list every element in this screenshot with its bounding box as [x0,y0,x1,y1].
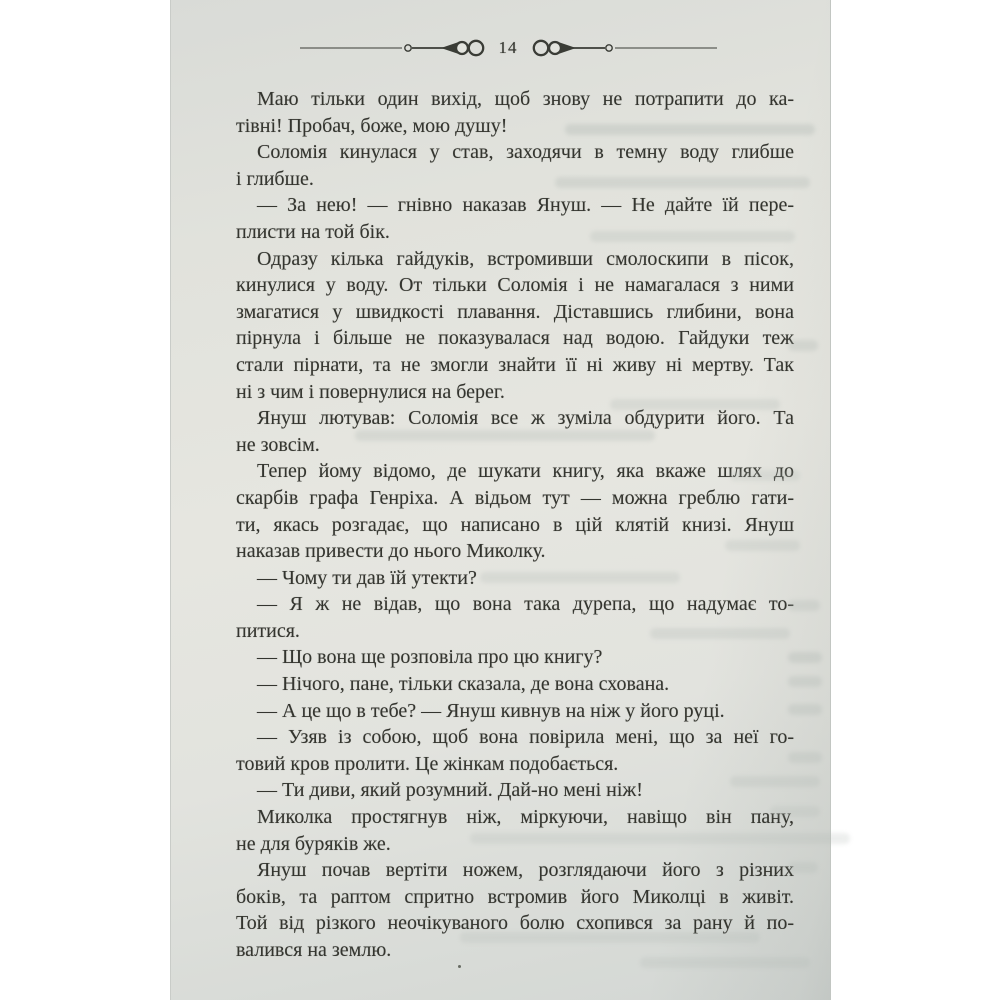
text-line: Януш лютував: Соломія все ж зуміла обдурити його. Та [257,407,794,430]
paragraph [236,724,794,777]
paragraph [236,804,794,857]
text-line: не зовсім. [236,433,320,456]
paragraph [236,591,794,644]
text-line: і глибше. [236,167,314,190]
text-line: змагатися у швидкості плавання. Діставшись глибини, вона [236,300,794,323]
text-line: — За нею! — гнівно наказав Януш. — Не дайте їй пере- [257,194,794,217]
text-line: ні з чим і повернулися на берег. [236,380,505,403]
text-line: стали пірнати, та не змогли знайти її ні живу ні мертву. Так [236,353,794,376]
paragraph [236,86,794,139]
text-line: — Узяв із собою, щоб вона повірила мені, що за неї го- [257,726,794,749]
ornament-left-flourish-icon [300,37,490,59]
text-line: — Нічого, пане, тільки сказала, де вона схована. [257,673,670,696]
header-ornament [170,36,831,60]
text-line: Одразу кілька гайдуків, встромивши смолоскипи в пісок, [257,247,794,270]
text-line: валився на землю. [236,939,392,961]
text-line: Януш почав вертіти ножем, розглядаючи його з різних [257,859,794,882]
text-line: питися. [236,619,300,642]
text-line: боків, та раптом спритно встромив його Миколці в живіт. [236,885,794,908]
text-line: тівні! Пробач, боже, мою душу! [236,114,508,137]
text-line: — Чому ти дав їй утекти? [257,566,477,589]
text-line: Миколка простягнув ніж, міркуючи, навіщо він пану, [257,806,794,829]
text-line: кинулися у воду. От тільки Соломія і не намагалася з ними [236,274,794,297]
paragraph [236,458,794,564]
page-number: 14 [498,38,518,57]
paragraph [236,246,794,406]
book-page-photo [170,0,831,1000]
text-line: скарбів графа Генріха. А відьом тут — можна греблю гати- [236,486,794,509]
text-line: Маю тільки один вихід, щоб знову не потрапити до ка- [257,88,794,110]
text-line: Той від різкого неочікуваного болю схопився за рану й по- [236,912,794,935]
paragraph [236,644,794,671]
paragraph [236,698,794,725]
text-line: — А це що в тебе? — Януш кивнув на ніж у його руці. [257,699,725,722]
text-line: Соломія кинулася у став, заходячи в темну воду глибше [257,141,794,164]
page-body [236,86,794,964]
text-line: наказав привести до нього Миколку. [236,540,546,563]
paper-speck [458,965,461,968]
text-line: товий кров пролити. Це жінкам подобається. [236,752,619,775]
paragraph [236,857,794,963]
text-line: ти, якась розгадає, що написано в цій клятій книзі. Януш [236,513,794,536]
text-line: Тепер йому відомо, де шукати книгу, яка вкаже шлях до [257,460,794,483]
paragraph [236,777,794,804]
text-line: — Що вона ще розповіла про цю книгу? [257,646,603,669]
text-line: — Ти диви, який розумний. Дай-но мені ніж! [257,779,643,802]
ornament-right-flourish-icon [527,37,717,59]
paragraph [236,671,794,698]
paragraph [236,139,794,192]
paragraph [236,565,794,592]
text-line: плисти на той бік. [236,220,390,243]
text-line: пірнула і більше не показувалася над водою. Гайдуки теж [236,327,794,350]
paragraph [236,192,794,245]
text-line: не для буряків же. [236,832,391,855]
text-line: — Я ж не відав, що вона така дурепа, що надумає то- [257,593,794,616]
paragraph [236,405,794,458]
